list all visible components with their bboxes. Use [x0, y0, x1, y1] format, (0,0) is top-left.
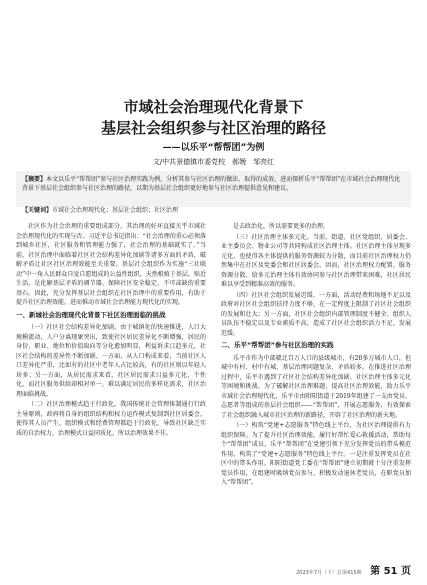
article-subtitle: ——以乐平“帮帮团”为例 [162, 143, 265, 153]
page-number: 第 51 页 [370, 566, 411, 577]
subsection-paragraph: （三）社区治理主体多元化。当前，街道、社区党组织、居委会、业主委员会、物业公司等共同构成社区治理主体。社区治理主体呈现多元化，也使得各主体提供的服务资源较为分散，而目前社区治理权力仍然集中在社区及党委会和社区居委会。因而，社区治理权力配置、服务资源分散，给多元治理主体有效协同参与社区治理带来困难，社区居民难以享受到精准高效的服务。 [221, 233, 411, 288]
article-title-line2: 基层社会组织参与社区治理的路径 [100, 119, 326, 137]
subsection-paragraph: （一）构筑“党建+志愿服务”特色线上平台，为社区治理提供有力组织保障。为了提升社区治理效能，履行好帮忙爱心救援活动，帮助每个“帮帮团”成员，乐平“帮帮团”在党建引领下充分发挥党员的带头模范作用，构筑了“党建+志愿服务”特色线上平台。一是注重发挥党员在社区中的带头作用。阳阳街道党工委在“帮帮团”建立初期就十分注重发挥党员作用，在组建时吸纳党员参与，积极发动退休老党员，在职党员加入“帮帮团”。 [221, 422, 411, 486]
abstract-box [16, 171, 411, 207]
subsection-paragraph: （一）社区社会结构差异化加剧。由于城镇化的快速推进，人口大规模流动，人户分离现象突出，致使社区居民差异化不断增强，居民的身份、职业、地位和价值取向等分化愈加明显，利益诉求日趋多元，社区社会结构的差异性不断加剧。一方面，从人口构成来看，当前社区人口差异化严重，比如有的社区中老年人占比较高，有的社区则以年轻人居多；另一方面，从居民需求来看，社区居民需求日益多元化、个性化，而社区服务供给却相对单一，难以满足居民的多样化需求，社区治理面临挑战。 [16, 324, 206, 398]
paragraph: 乐平市作为中部赣北百万人口的县级城市，有20多万城市人口，但城中有村、村中有城，基层治理问题复杂、矛盾较多。在推进社区治理过程中，乐平市遇到了社区社会结构差异化加剧、社区治理主体多元化等困境和挑战。为了破解社区治理难题，提高社区治理效能，助力乐平市域社会治理现代化，乐平市由阳阳街道于2019年组建了一支由党员、志愿者等组成的基层社会组织——“帮帮团”，开展志愿服务，有效探索了社会组织融入城市社区治理的新路径，开辟了社区治理的新天地。 [221, 354, 411, 419]
paragraph: 是去政治化，所以需要更多的治理。 [233, 223, 330, 230]
right-column [221, 222, 411, 489]
subsection-paragraph: （四）社区社会组织发展迟缓。一方面，活动经费和场地不足以及政府对社区社会组织扶持力度不够，在一定程度上限制了社区社会组织的发展和壮大；另一方面，社区社会组织内部管理制度不健全、组织人员队伍不稳定以及专业素质不高，造成了社区社会组织活力不足、发展迟缓。 [221, 291, 411, 337]
abstract-label: 【摘要】 [22, 176, 47, 183]
keywords [16, 206, 411, 215]
authors-line: 文/中共景德镇市委党校 郝娩 邹亮红 [152, 158, 275, 166]
paragraph: 社区作为社会治理的重要组成部分，其治理的好坏直接关乎市域社会治理现代化的实现与否。习近平总书记指出：“社会治理的重心必须落到城乡社区，社区服务和管理能力强了，社会治理的基础就实了。”当前，社区治理中面临着社区社会结构差异化加剧等诸多方面的矛盾，破解矛盾让社区社区治理效能至关重要。基层社会组织作为实施“三社联动”中一角入民群众自觉自愿组成的公益性组织，天然根植于基层，贴近生活，是化解基层矛盾的调节器、保障社区安全稳定、不可或缺的重要基石。因此，充分发挥基层社会组织在社区治理中的重要作用，有助于提升社区治理效能，进而推动市域社会治理能力现代化的实现。 [16, 223, 206, 306]
article-title-line1: 市域社会治理现代化背景下 [123, 98, 304, 116]
keywords-text: 市域社会治理现代化；基层社会组织；社区治理 [52, 207, 179, 214]
abstract-text: 本文以乐平“帮帮团”参与社区治理实践为例，分析其参与社区治理的做法、取得的成效、进而探析乐平“帮帮团”在市域社会治理现代化背景下基层社会组织参与社区治理的路径，以期为基层社会组织更好地参与社区治理提供意见和建议。 [22, 176, 401, 192]
section-heading: 二、乐平“帮帮团”参与社区治理的实践 [221, 341, 334, 349]
subsection-paragraph: （二）社区治理模式趋于行政化。我国传统社会管理体制通行行政主导原则，政府将自身的组织结构和权力运作模式复制到社区居委会，使得其人员产生、组织模式和经费管理都趋于行政化，导致社区缺乏实质的自治权力，治理模式日益同质化，所以治理效果不佳。 [16, 401, 206, 437]
section-heading: 一、新城社会治理现代化背景下社区治理面临的挑战 [16, 310, 166, 319]
page-footer [296, 562, 411, 577]
left-column [16, 222, 206, 439]
keywords-label: 【关键词】 [22, 207, 53, 214]
issue-info: 2023年7月（下）总第415期 [296, 570, 362, 576]
